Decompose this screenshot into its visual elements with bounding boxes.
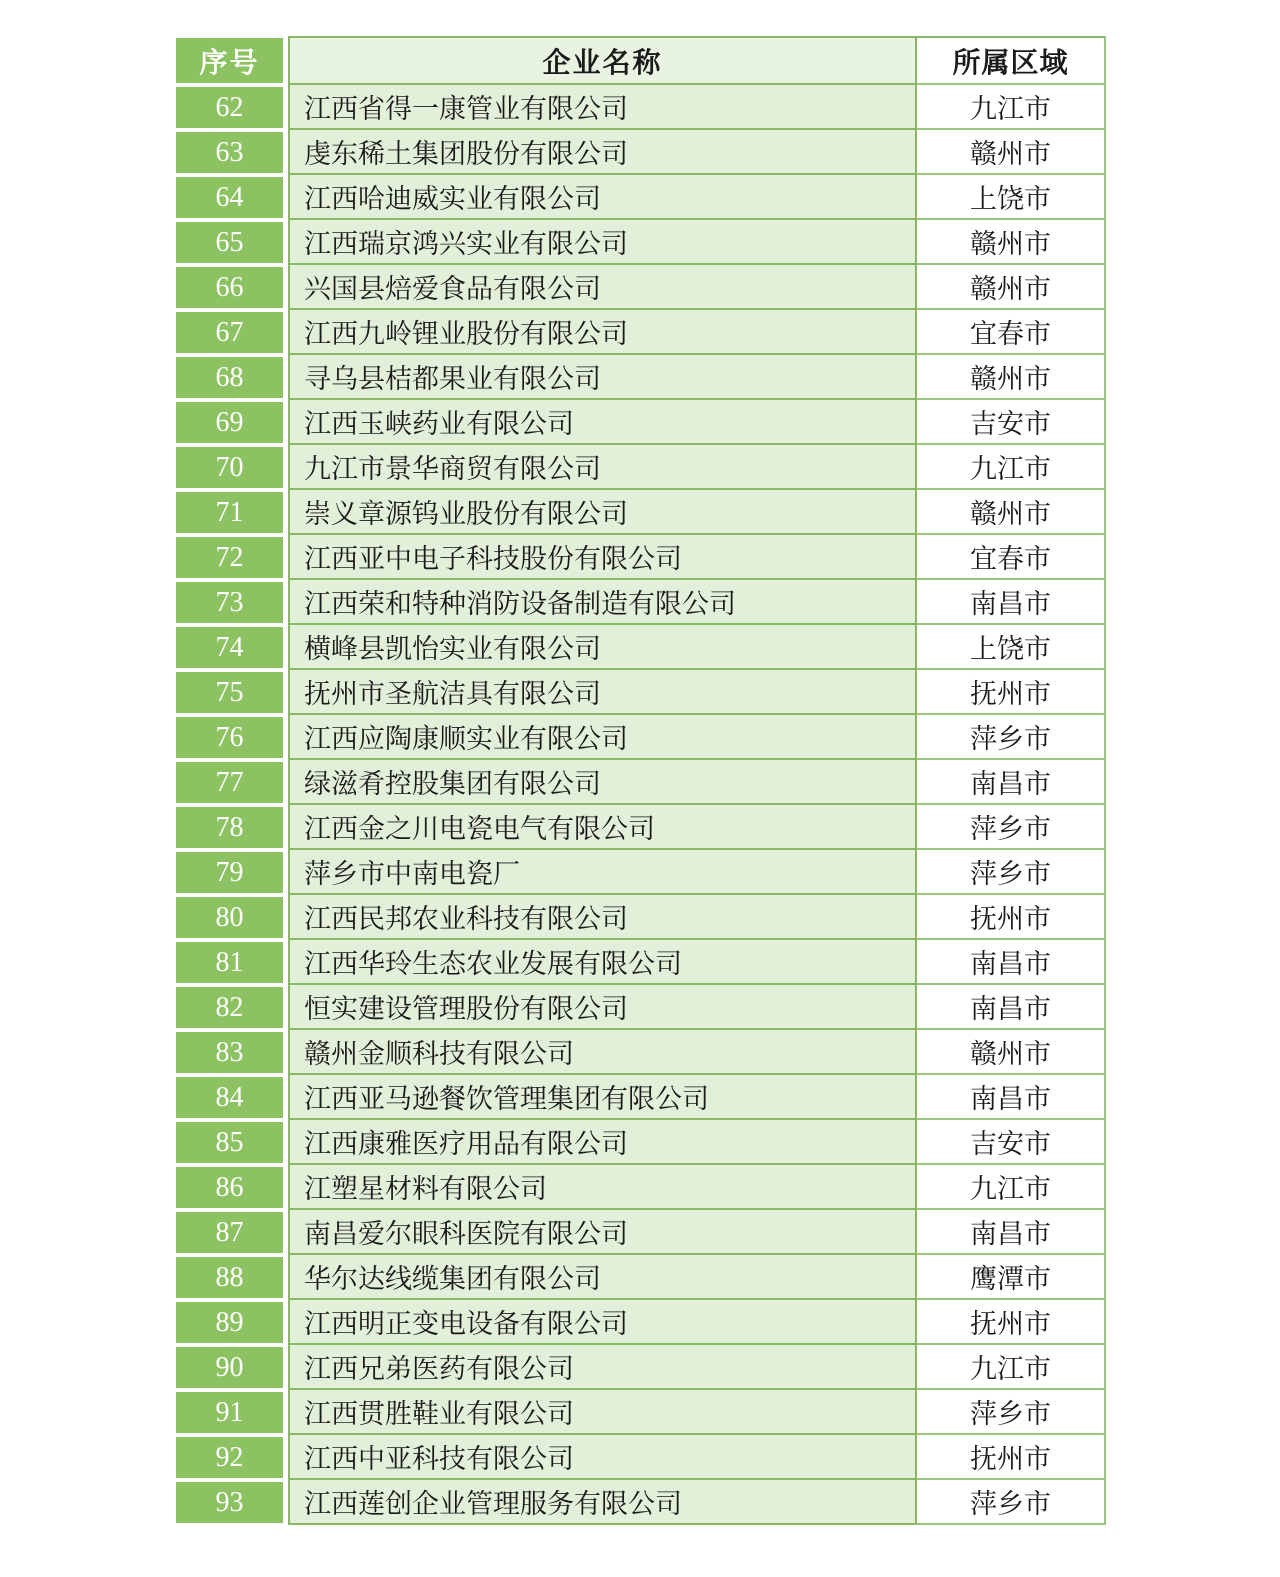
region-cell: 赣州市 (917, 1030, 1106, 1075)
company-cell: 江西金之川电瓷电气有限公司 (288, 805, 917, 850)
serial-cell: 90 (174, 1345, 288, 1390)
region-cell: 赣州市 (917, 265, 1106, 310)
table-row (174, 1075, 1106, 1120)
region-cell: 南昌市 (917, 1075, 1106, 1120)
region-cell: 九江市 (917, 1345, 1106, 1390)
table-row (174, 1255, 1106, 1300)
company-cell: 赣州金顺科技有限公司 (288, 1030, 917, 1075)
serial-cell: 85 (174, 1120, 288, 1165)
company-cell: 崇义章源钨业股份有限公司 (288, 490, 917, 535)
region-cell: 抚州市 (917, 1435, 1106, 1480)
region-cell: 吉安市 (917, 400, 1106, 445)
serial-cell: 71 (174, 490, 288, 535)
region-cell: 九江市 (917, 1165, 1106, 1210)
table-row (174, 535, 1106, 580)
table-row (174, 895, 1106, 940)
serial-cell: 70 (174, 445, 288, 490)
company-cell: 江西哈迪威实业有限公司 (288, 175, 917, 220)
company-cell: 江西瑞京鸿兴实业有限公司 (288, 220, 917, 265)
table-row (174, 1480, 1106, 1525)
region-cell: 南昌市 (917, 580, 1106, 625)
company-cell: 江塑星材料有限公司 (288, 1165, 917, 1210)
company-cell: 江西康雅医疗用品有限公司 (288, 1120, 917, 1165)
company-cell: 南昌爱尔眼科医院有限公司 (288, 1210, 917, 1255)
serial-cell: 78 (174, 805, 288, 850)
company-cell: 江西亚马逊餐饮管理集团有限公司 (288, 1075, 917, 1120)
company-cell: 江西九岭锂业股份有限公司 (288, 310, 917, 355)
serial-cell: 64 (174, 175, 288, 220)
company-cell: 江西民邦农业科技有限公司 (288, 895, 917, 940)
company-cell: 江西贯胜鞋业有限公司 (288, 1390, 917, 1435)
table-row (174, 175, 1106, 220)
region-cell: 南昌市 (917, 760, 1106, 805)
table-header-row (174, 36, 1106, 85)
region-cell: 萍乡市 (917, 1390, 1106, 1435)
region-cell: 南昌市 (917, 1210, 1106, 1255)
region-cell: 鹰潭市 (917, 1255, 1106, 1300)
table-row (174, 670, 1106, 715)
region-cell: 萍乡市 (917, 715, 1106, 760)
table-row (174, 445, 1106, 490)
region-cell: 萍乡市 (917, 805, 1106, 850)
serial-cell: 66 (174, 265, 288, 310)
serial-cell: 65 (174, 220, 288, 265)
table-row (174, 850, 1106, 895)
region-cell: 抚州市 (917, 670, 1106, 715)
company-cell: 江西明正变电设备有限公司 (288, 1300, 917, 1345)
serial-cell: 91 (174, 1390, 288, 1435)
serial-cell: 82 (174, 985, 288, 1030)
serial-cell: 75 (174, 670, 288, 715)
table-row (174, 940, 1106, 985)
table-row (174, 400, 1106, 445)
table-row (174, 760, 1106, 805)
company-cell: 兴国县焙爱食品有限公司 (288, 265, 917, 310)
serial-cell: 93 (174, 1480, 288, 1525)
header-cell-region: 所属区域 (917, 36, 1106, 85)
region-cell: 九江市 (917, 445, 1106, 490)
table-row (174, 265, 1106, 310)
table-row (174, 625, 1106, 670)
company-cell: 江西华玲生态农业发展有限公司 (288, 940, 917, 985)
serial-cell: 84 (174, 1075, 288, 1120)
region-cell: 南昌市 (917, 940, 1106, 985)
company-table (174, 36, 1106, 1525)
serial-cell: 74 (174, 625, 288, 670)
company-cell: 虔东稀土集团股份有限公司 (288, 130, 917, 175)
table-row (174, 1345, 1106, 1390)
region-cell: 宜春市 (917, 535, 1106, 580)
table-row (174, 85, 1106, 130)
table-row (174, 1210, 1106, 1255)
serial-cell: 92 (174, 1435, 288, 1480)
table-row (174, 130, 1106, 175)
serial-cell: 89 (174, 1300, 288, 1345)
table-row (174, 1435, 1106, 1480)
company-cell: 抚州市圣航洁具有限公司 (288, 670, 917, 715)
table-row (174, 580, 1106, 625)
table-row (174, 715, 1106, 760)
serial-cell: 63 (174, 130, 288, 175)
region-cell: 抚州市 (917, 895, 1106, 940)
region-cell: 赣州市 (917, 355, 1106, 400)
serial-cell: 87 (174, 1210, 288, 1255)
region-cell: 赣州市 (917, 130, 1106, 175)
table-row (174, 1120, 1106, 1165)
company-cell: 江西省得一康管业有限公司 (288, 85, 917, 130)
serial-cell: 73 (174, 580, 288, 625)
company-cell: 江西亚中电子科技股份有限公司 (288, 535, 917, 580)
company-cell: 江西荣和特种消防设备制造有限公司 (288, 580, 917, 625)
region-cell: 吉安市 (917, 1120, 1106, 1165)
company-cell: 江西应陶康顺实业有限公司 (288, 715, 917, 760)
company-cell: 恒实建设管理股份有限公司 (288, 985, 917, 1030)
table-row (174, 355, 1106, 400)
table-row (174, 805, 1106, 850)
region-cell: 萍乡市 (917, 1480, 1106, 1525)
company-cell: 江西玉峡药业有限公司 (288, 400, 917, 445)
serial-cell: 69 (174, 400, 288, 445)
table-row (174, 1165, 1106, 1210)
company-cell: 江西中亚科技有限公司 (288, 1435, 917, 1480)
serial-cell: 76 (174, 715, 288, 760)
region-cell: 萍乡市 (917, 850, 1106, 895)
company-cell: 绿滋肴控股集团有限公司 (288, 760, 917, 805)
region-cell: 赣州市 (917, 220, 1106, 265)
table-row (174, 985, 1106, 1030)
company-cell: 华尔达线缆集团有限公司 (288, 1255, 917, 1300)
company-cell: 寻乌县桔都果业有限公司 (288, 355, 917, 400)
table-row (174, 490, 1106, 535)
table-row (174, 310, 1106, 355)
table-row (174, 220, 1106, 265)
serial-cell: 80 (174, 895, 288, 940)
serial-cell: 62 (174, 85, 288, 130)
serial-cell: 68 (174, 355, 288, 400)
company-cell: 江西兄弟医药有限公司 (288, 1345, 917, 1390)
table-row (174, 1300, 1106, 1345)
serial-cell: 79 (174, 850, 288, 895)
region-cell: 赣州市 (917, 490, 1106, 535)
region-cell: 上饶市 (917, 175, 1106, 220)
company-cell: 江西莲创企业管理服务有限公司 (288, 1480, 917, 1525)
serial-cell: 86 (174, 1165, 288, 1210)
header-cell-serial: 序号 (174, 36, 288, 85)
company-cell: 萍乡市中南电瓷厂 (288, 850, 917, 895)
serial-cell: 72 (174, 535, 288, 580)
serial-cell: 81 (174, 940, 288, 985)
region-cell: 九江市 (917, 85, 1106, 130)
company-cell: 横峰县凯怡实业有限公司 (288, 625, 917, 670)
serial-cell: 77 (174, 760, 288, 805)
table-body (174, 85, 1106, 1525)
table-row (174, 1030, 1106, 1075)
company-cell: 九江市景华商贸有限公司 (288, 445, 917, 490)
region-cell: 抚州市 (917, 1300, 1106, 1345)
region-cell: 宜春市 (917, 310, 1106, 355)
serial-cell: 88 (174, 1255, 288, 1300)
serial-cell: 67 (174, 310, 288, 355)
region-cell: 南昌市 (917, 985, 1106, 1030)
header-cell-company: 企业名称 (288, 36, 917, 85)
serial-cell: 83 (174, 1030, 288, 1075)
table-row (174, 1390, 1106, 1435)
region-cell: 上饶市 (917, 625, 1106, 670)
